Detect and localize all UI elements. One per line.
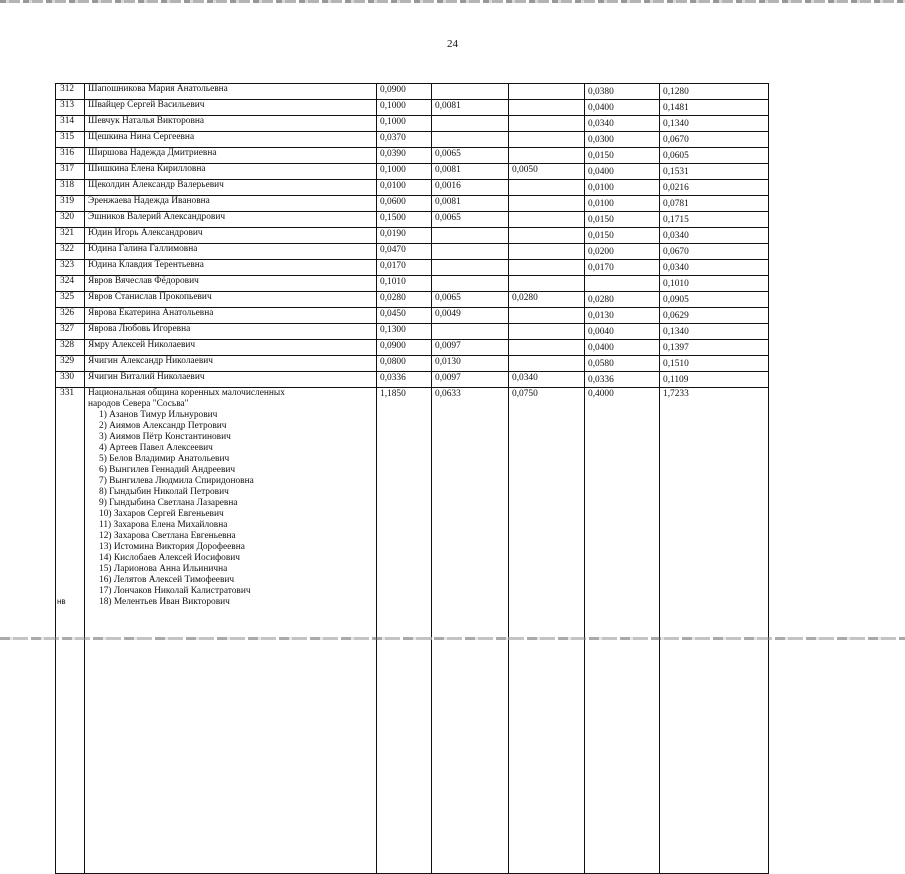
value-col3 (509, 116, 585, 132)
value-col1: 0,0390 (377, 148, 432, 164)
value-total: 0,1481 (660, 100, 769, 116)
value-col4: 0,0100 (585, 196, 660, 212)
value-col4: 0,0040 (585, 324, 660, 340)
table-row (56, 308, 769, 324)
value-col3: 0,0280 (509, 292, 585, 308)
row-name: Яврова Любовь Игоревна (85, 324, 377, 340)
value-col4: 0,0380 (585, 84, 660, 100)
value-col2: 0,0065 (432, 212, 509, 228)
value-col3 (509, 276, 585, 292)
value-col2 (432, 324, 509, 340)
value-col4: 0,0580 (585, 356, 660, 372)
row-number: 329 (56, 356, 85, 372)
value-total: 0,0216 (660, 180, 769, 196)
value-col2 (432, 84, 509, 100)
value-total: 0,0781 (660, 196, 769, 212)
value-col4: 0,0150 (585, 228, 660, 244)
value-total: 0,0340 (660, 260, 769, 276)
value-col3 (509, 324, 585, 340)
value-col3 (509, 84, 585, 100)
row-name: Юдина Галина Галлимовна (85, 244, 377, 260)
value-col1: 0,0470 (377, 244, 432, 260)
scan-edge-top (0, 0, 905, 3)
value-col1: 0,1000 (377, 164, 432, 180)
row-name: Швайцер Сергей Васильевич (85, 100, 377, 116)
value-col3 (509, 132, 585, 148)
row-name: Юдина Клавдия Терентьевна (85, 260, 377, 276)
table-row (56, 356, 769, 372)
allocation-table (55, 83, 769, 874)
table-row (56, 228, 769, 244)
value-col1: 0,1300 (377, 324, 432, 340)
table-row (56, 100, 769, 116)
row-name: Ячигин Александр Николаевич (85, 356, 377, 372)
value-col4: 0,0400 (585, 340, 660, 356)
value-total: 0,0905 (660, 292, 769, 308)
value-col4: 0,0150 (585, 148, 660, 164)
community-member: 6) Вынгилев Геннадий Андреевич (99, 465, 236, 475)
row-name: Щешкина Нина Сергеевна (85, 132, 377, 148)
value-col2: 0,0049 (432, 308, 509, 324)
row-number: 316 (56, 148, 85, 164)
row-number: 318 (56, 180, 85, 196)
table-body (56, 84, 769, 874)
community-member: 10) Захаров Сергей Евгеньевич (99, 509, 224, 519)
community-member: 17) Лончаков Николай Калистратович (99, 586, 251, 596)
community-name-line2: народов Севера "Сосьва" (88, 399, 189, 409)
table-row (56, 84, 769, 100)
value-col3 (509, 244, 585, 260)
value-col1: 0,1010 (377, 276, 432, 292)
value-col4: 0,0340 (585, 116, 660, 132)
value-col3 (509, 308, 585, 324)
row-number: 328 (56, 340, 85, 356)
value-total: 0,0670 (660, 132, 769, 148)
row-name: Щеколдин Александр Валерьевич (85, 180, 377, 196)
value-col2 (432, 132, 509, 148)
value-col3 (509, 260, 585, 276)
value-col1: 0,0800 (377, 356, 432, 372)
row-number: 315 (56, 132, 85, 148)
row-name: Ячигин Виталий Николаевич (85, 372, 377, 388)
value-col1: 0,0100 (377, 180, 432, 196)
value-col2: 0,0081 (432, 196, 509, 212)
table-row-community (56, 388, 769, 874)
row-number: 327 (56, 324, 85, 340)
community-member: 2) Аиямов Александр Петрович (99, 421, 227, 431)
row-name: Шишкина Елена Кирилловна (85, 164, 377, 180)
value-col4: 0,0130 (585, 308, 660, 324)
row-number: 317 (56, 164, 85, 180)
value-col4: 0,0300 (585, 132, 660, 148)
community-name-line1: Национальная община коренных малочисленных (88, 388, 285, 398)
value-col3 (509, 100, 585, 116)
value-col4: 0,0280 (585, 292, 660, 308)
value-col1: 0,0336 (377, 372, 432, 388)
row-name: Юдин Игорь Александрович (85, 228, 377, 244)
value-col4 (585, 276, 660, 292)
value-col4: 0,0200 (585, 244, 660, 260)
value-col1: 0,1000 (377, 100, 432, 116)
value-col4: 0,0400 (585, 164, 660, 180)
value-col3 (509, 196, 585, 212)
value-col3: 0,0050 (509, 164, 585, 180)
value-col1: 0,0370 (377, 132, 432, 148)
table-row (56, 196, 769, 212)
value-col3 (509, 180, 585, 196)
value-col1: 0,0900 (377, 340, 432, 356)
value-total: 0,1510 (660, 356, 769, 372)
community-member: 3) Аиямов Пётр Константинович (99, 432, 231, 442)
value-total: 0,1280 (660, 84, 769, 100)
value-col1: 0,1500 (377, 212, 432, 228)
value-total: 0,1010 (660, 276, 769, 292)
value-col3 (509, 356, 585, 372)
value-total: 1,7233 (660, 388, 769, 874)
table-row (56, 180, 769, 196)
value-col2: 0,0081 (432, 100, 509, 116)
row-name: Шапошникова Мария Анатольевна (85, 84, 377, 100)
table-row (56, 276, 769, 292)
row-name: Явров Вячеслав Фёдорович (85, 276, 377, 292)
value-col2: 0,0097 (432, 340, 509, 356)
value-col2 (432, 260, 509, 276)
value-col4: 0,0100 (585, 180, 660, 196)
community-member: 16) Лелятов Алексей Тимофеевич (99, 575, 235, 585)
row-name: Ямру Алексей Николаевич (85, 340, 377, 356)
row-number: 320 (56, 212, 85, 228)
community-cell (85, 388, 377, 874)
value-col3 (509, 228, 585, 244)
community-member: 12) Захарова Светлана Евгеньевна (99, 531, 236, 541)
value-col2 (432, 116, 509, 132)
value-col3: 0,0340 (509, 372, 585, 388)
value-col1: 0,0280 (377, 292, 432, 308)
table-row (56, 372, 769, 388)
community-member: 8) Гындыбин Николай Петрович (99, 487, 229, 497)
community-member: 15) Ларионова Анна Ильинична (99, 564, 228, 574)
community-member: 4) Артеев Павел Алексеевич (99, 443, 213, 453)
community-member: 7) Вынгилева Людмила Спиридоновна (99, 476, 254, 486)
value-col1: 1,1850 (377, 388, 432, 874)
community-members-list (88, 410, 373, 608)
value-total: 0,0670 (660, 244, 769, 260)
row-name: Эренжаева Надежда Ивановна (85, 196, 377, 212)
community-member: 11) Захарова Елена Михайловна (99, 520, 228, 530)
value-col1: 0,0170 (377, 260, 432, 276)
value-total: 0,1340 (660, 324, 769, 340)
value-total: 0,1340 (660, 116, 769, 132)
value-col4: 0,0150 (585, 212, 660, 228)
value-col3: 0,0750 (509, 388, 585, 874)
value-col3 (509, 148, 585, 164)
value-col2 (432, 228, 509, 244)
row-number: 313 (56, 100, 85, 116)
row-number: 321 (56, 228, 85, 244)
community-member: 9) Гындыбина Светлана Лазаревна (99, 498, 238, 508)
row-number: 325 (56, 292, 85, 308)
row-number: 322 (56, 244, 85, 260)
value-col1: 0,0190 (377, 228, 432, 244)
value-col2: 0,0081 (432, 164, 509, 180)
row-number: 323 (56, 260, 85, 276)
value-col4: 0,4000 (585, 388, 660, 874)
community-member: 18) Мелентьев Иван Викторович (99, 597, 230, 607)
value-total: 0,1109 (660, 372, 769, 388)
value-col1: 0,1000 (377, 116, 432, 132)
value-total: 0,0629 (660, 308, 769, 324)
table-row (56, 116, 769, 132)
value-col4: 0,0336 (585, 372, 660, 388)
table-row (56, 244, 769, 260)
value-col1: 0,0450 (377, 308, 432, 324)
value-total: 0,1531 (660, 164, 769, 180)
row-number: 326 (56, 308, 85, 324)
community-member: 5) Белов Владимир Анатольевич (99, 454, 230, 464)
value-total: 0,1715 (660, 212, 769, 228)
row-name: Яврова Екатерина Анатольевна (85, 308, 377, 324)
community-member: 1) Азанов Тимур Ильнурович (99, 410, 218, 420)
table-row (56, 340, 769, 356)
value-col4: 0,0400 (585, 100, 660, 116)
value-col3 (509, 340, 585, 356)
value-total: 0,1397 (660, 340, 769, 356)
table-row (56, 260, 769, 276)
row-name: Эшников Валерий Александрович (85, 212, 377, 228)
footer-code: нв (57, 597, 66, 606)
table-row (56, 164, 769, 180)
table-row (56, 324, 769, 340)
row-number: 319 (56, 196, 85, 212)
value-col4: 0,0170 (585, 260, 660, 276)
value-total: 0,0605 (660, 148, 769, 164)
row-number: 324 (56, 276, 85, 292)
row-name: Явров Станислав Прокопьевич (85, 292, 377, 308)
value-total: 0,0340 (660, 228, 769, 244)
table-row (56, 148, 769, 164)
value-col3 (509, 212, 585, 228)
page-number: 24 (447, 38, 458, 50)
row-number: 330 (56, 372, 85, 388)
row-name: Шевчук Наталья Викторовна (85, 116, 377, 132)
row-number: 312 (56, 84, 85, 100)
value-col2 (432, 244, 509, 260)
community-member: 14) Кислобаев Алексей Иосифович (99, 553, 241, 563)
value-col2: 0,0016 (432, 180, 509, 196)
row-number: 314 (56, 116, 85, 132)
value-col2: 0,0633 (432, 388, 509, 874)
value-col2 (432, 276, 509, 292)
row-name: Ширшова Надежда Дмитриевна (85, 148, 377, 164)
table-row (56, 132, 769, 148)
table-row (56, 292, 769, 308)
value-col2: 0,0065 (432, 292, 509, 308)
value-col2: 0,0065 (432, 148, 509, 164)
table-row (56, 212, 769, 228)
row-number: 331 (56, 388, 85, 874)
value-col1: 0,0900 (377, 84, 432, 100)
value-col2: 0,0097 (432, 372, 509, 388)
community-member: 13) Истомина Виктория Дорофеевна (99, 542, 245, 552)
value-col2: 0,0130 (432, 356, 509, 372)
value-col1: 0,0600 (377, 196, 432, 212)
